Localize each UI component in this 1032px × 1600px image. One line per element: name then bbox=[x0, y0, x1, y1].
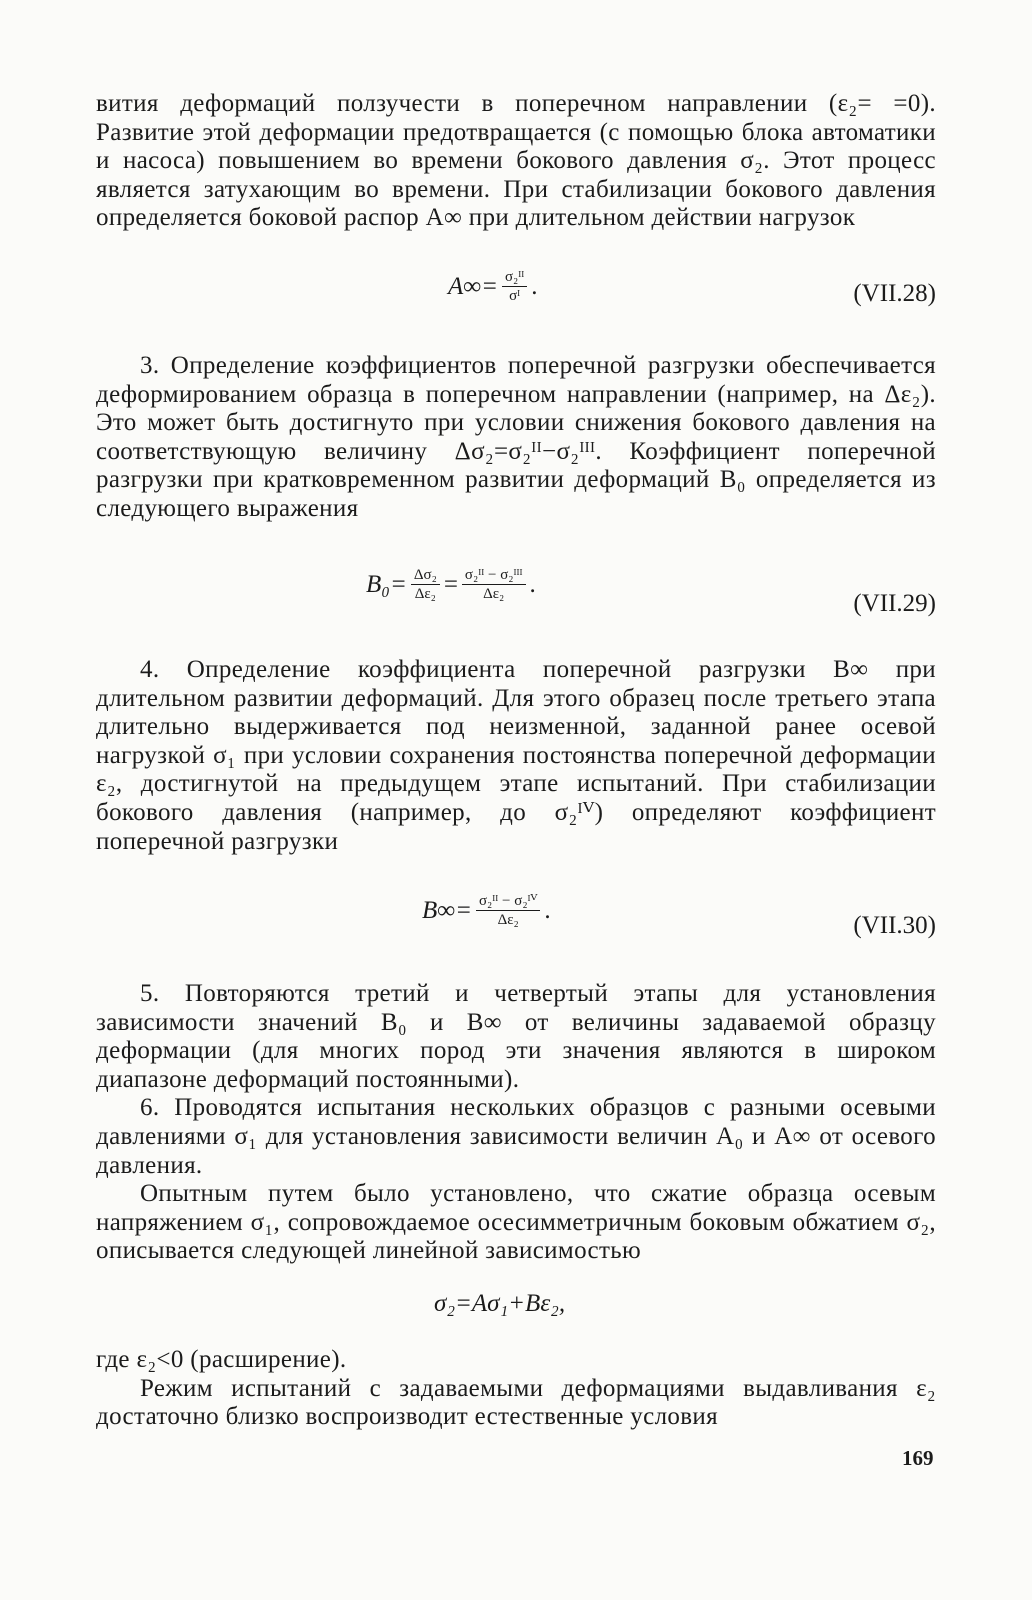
equals-sign: = bbox=[443, 570, 458, 598]
formula-vii-30 bbox=[96, 892, 936, 962]
paragraph-text: Режим испытаний с задаваемыми деформациями выдавливания ε₂ достаточно близко воспроизводит естественные условия bbox=[96, 1374, 936, 1431]
equation-number: (VII.29) bbox=[853, 590, 936, 617]
equation-number: (VII.28) bbox=[853, 280, 936, 307]
fraction-numerator: Δσ₂ bbox=[413, 567, 437, 583]
fraction-denominator: Δε₂ bbox=[414, 586, 436, 603]
paragraph-step-3 bbox=[96, 352, 936, 524]
formula-text: σ₂=Aσ₁+Bε₂, bbox=[434, 1290, 566, 1317]
formula-body bbox=[366, 566, 536, 603]
fraction-denominator: Δε₂ bbox=[483, 586, 505, 603]
formula-tail: . bbox=[529, 570, 536, 598]
fraction-denominator: Δε₂ bbox=[497, 912, 519, 929]
formula-body bbox=[448, 268, 538, 305]
paragraph-text: вития деформаций ползучести в поперечном направлении (ε₂= =0). Развитие этой деформации предотвращается (с помощью блока автоматики и насоса) повышением во времени бокового давления σ₂. Этот процесс является затухающим во времени. При стабилизации бокового давления определяется боковой распор A∞ при длительном действии нагрузок bbox=[96, 90, 936, 232]
fraction-numerator: σ₂ᴵᴵ bbox=[504, 269, 525, 285]
fraction bbox=[502, 268, 527, 305]
paragraph-step-4 bbox=[96, 656, 936, 856]
fraction-denominator: σᴵ bbox=[509, 288, 521, 305]
paragraph-creep-development bbox=[96, 90, 936, 233]
formula-tail: . bbox=[544, 896, 551, 924]
paragraph-text: где ε₂<0 (расширение). bbox=[96, 1346, 347, 1373]
formula-body bbox=[422, 892, 551, 929]
fraction bbox=[462, 566, 526, 603]
paragraph-text: 4. Определение коэффициента поперечной разгрузки B∞ при длительном развитии деформаций. Для этого образец после третьего этапа длительно выдерживается под неизменной, заданной ранее осевой нагрузкой σ₁ при условии сохранения постоянства поперечной деформации ε₂, достигнутой на предыдущем этапе испытаний. При стабилизации бокового давления (например, до σ₂ᴵⱽ) определяют коэффициент поперечной разгрузки bbox=[96, 656, 936, 855]
fraction-numerator: σ₂ᴵᴵ − σ₂ᴵⱽ bbox=[478, 893, 538, 909]
paragraph-steps-5-6 bbox=[96, 980, 936, 1266]
formula-vii-29 bbox=[96, 566, 936, 636]
fraction bbox=[411, 566, 440, 603]
paragraph-text: Опытным путем было установлено, что сжатие образца осевым напряжением σ₁, сопровождаемое осесимметричным боковым обжатием σ₂, описывается следующей линейной зависимостью bbox=[96, 1180, 936, 1265]
formula-tail: . bbox=[531, 272, 538, 300]
equation-number: (VII.30) bbox=[853, 912, 936, 939]
formula-lhs: B₀= bbox=[366, 570, 407, 598]
formula-vii-28 bbox=[96, 268, 936, 338]
fraction-numerator: σ₂ᴵᴵ − σ₂ᴵᴵᴵ bbox=[464, 567, 523, 583]
paragraph-conclusion bbox=[96, 1346, 936, 1432]
fraction bbox=[476, 892, 540, 929]
paragraph-text: 6. Проводятся испытания нескольких образцов с разными осевыми давлениями σ₁ для установления зависимости величин A₀ и A∞ от осевого давления. bbox=[96, 1094, 936, 1179]
formula-body bbox=[434, 1290, 565, 1318]
page-number: 169 bbox=[902, 1446, 934, 1470]
paragraph-text: 5. Повторяются третий и четвертый этапы для установления зависимости значений B₀ и B∞ от величины задаваемой образцу деформации (для многих пород эти значения являются в широком диапазоне деформаций постоянными). bbox=[96, 980, 936, 1093]
formula-lhs: B∞= bbox=[422, 896, 472, 924]
formula-linear bbox=[96, 1290, 936, 1330]
paragraph-text: 3. Определение коэффициентов поперечной разгрузки обеспечивается деформированием образца в поперечном направлении (например, на Δε₂). Это может быть достигнуто при условии снижения бокового давления на соответствующую величину Δσ₂=σ₂ᴵᴵ−σ₂ᴵᴵᴵ. Коэффициент поперечной разгрузки при кратковременном развитии деформаций B₀ определяется из следующего выражения bbox=[96, 352, 936, 522]
formula-lhs: A∞= bbox=[448, 272, 498, 300]
